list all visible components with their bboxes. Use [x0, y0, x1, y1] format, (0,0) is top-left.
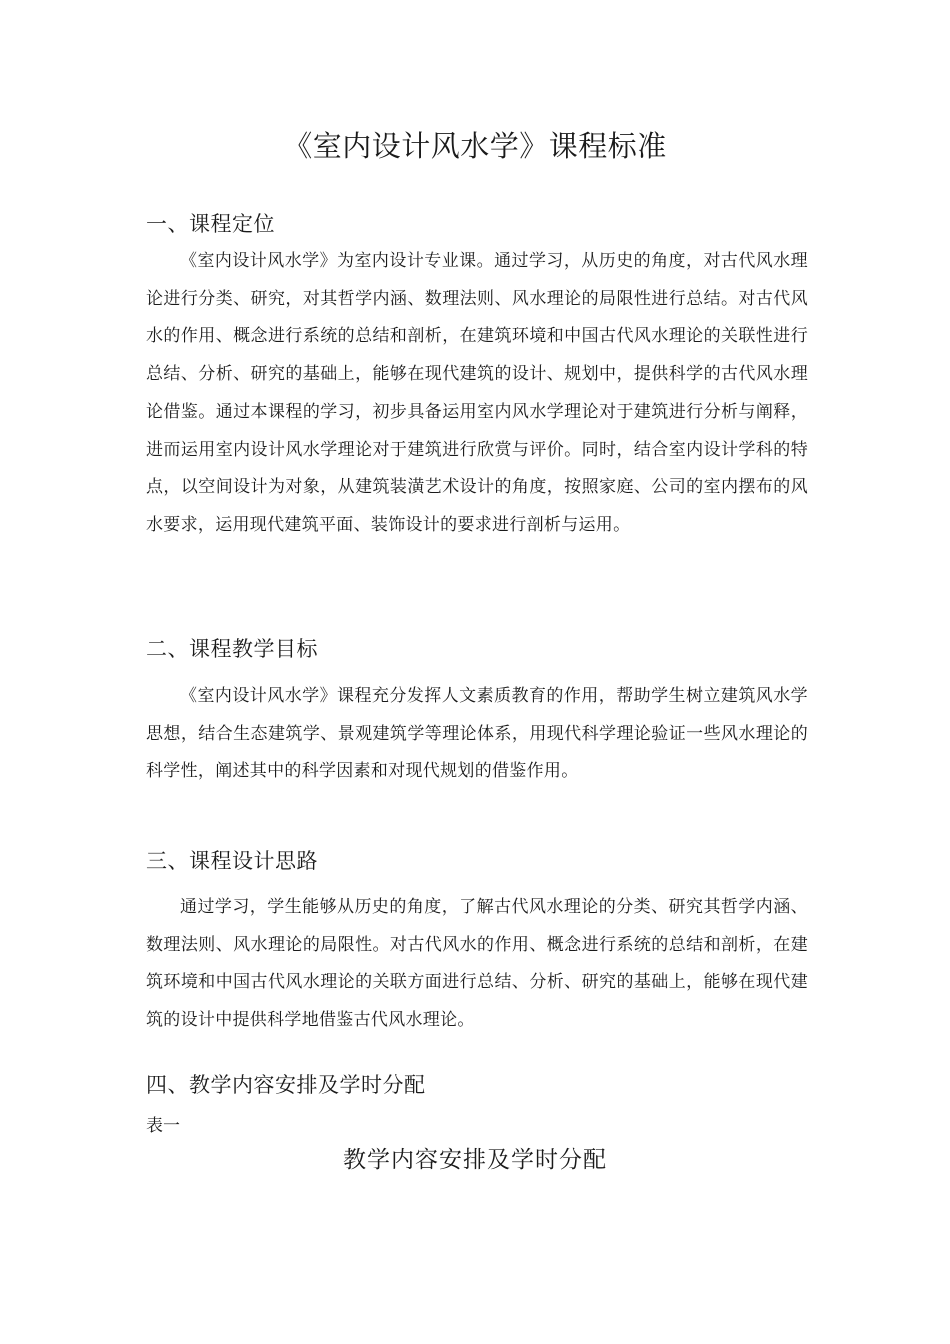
section-heading-content-arrangement: 四、教学内容安排及学时分配 — [146, 1073, 426, 1097]
section-heading-teaching-objectives: 二、课程教学目标 — [146, 637, 318, 661]
section-paragraph-teaching-objectives: 《室内设计风水学》课程充分发挥人文素质教育的作用，帮助学生树立建筑风水学思想，结合生态建筑学、景观建筑学等理论体系，用现代科学理论验证一些风水理论的科学性，阐述其中的科学因素和对现代规划的借鉴作用。 — [146, 686, 808, 782]
table-title: 教学内容安排及学时分配 — [343, 1147, 607, 1173]
table-label: 表一 — [146, 1116, 180, 1136]
document-title: 《室内设计风水学》课程标准 — [283, 129, 667, 163]
section-paragraph-design-approach: 通过学习，学生能够从历史的角度，了解古代风水理论的分类、研究其哲学内涵、数理法则、风水理论的局限性。对古代风水的作用、概念进行系统的总结和剖析，在建筑环境和中国古代风水理论的关联方面进行总结、分析、研究的基础上，能够在现代建筑的设计中提供科学地借鉴古代风水理论。 — [146, 897, 808, 1031]
section-heading-course-positioning: 一、课程定位 — [146, 212, 275, 236]
section-heading-design-approach: 三、课程设计思路 — [146, 849, 318, 873]
section-paragraph-course-positioning: 《室内设计风水学》为室内设计专业课。通过学习，从历史的角度，对古代风水理论进行分类、研究，对其哲学内涵、数理法则、风水理论的局限性进行总结。对古代风水的作用、概念进行系统的总结和剖析，在建筑环境和中国古代风水理论的关联性进行总结、分析、研究的基础上，能够在现代建筑的设计、规划中，提供科学的古代风水理论借鉴。通过本课程的学习，初步具备运用室内风水学理论对于建筑进行分析与阐释，进而运用室内设计风水学理论对于建筑进行欣赏与评价。同时，结合室内设计学科的特点，以空间设计为对象，从建筑装潢艺术设计的角度，按照家庭、公司的室内摆布的风水要求，运用现代建筑平面、装饰设计的要求进行剖析与运用。 — [146, 251, 808, 535]
